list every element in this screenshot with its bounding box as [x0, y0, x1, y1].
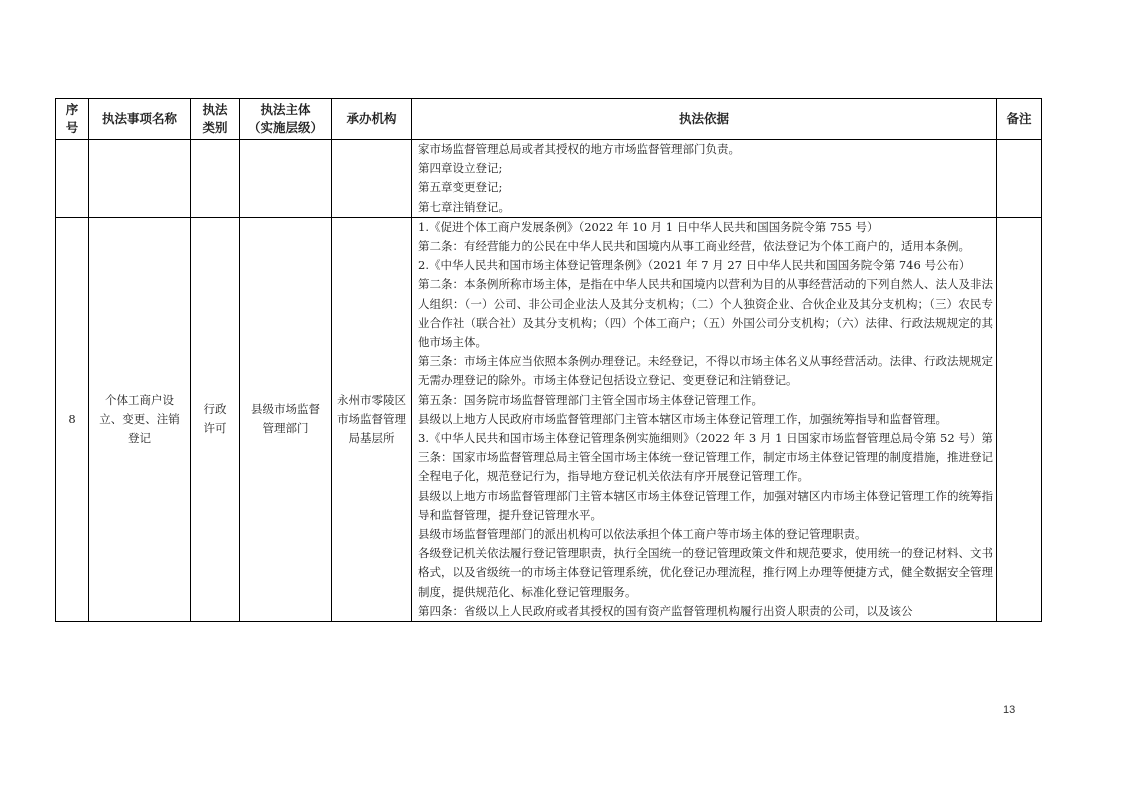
header-seq	[56, 99, 89, 140]
cell-seq	[56, 140, 89, 218]
basis-line: 第五章变更登记;	[418, 180, 503, 195]
cell-subject	[240, 140, 332, 218]
basis-line: 第四章设立登记;	[418, 161, 503, 176]
cell-seq: 8	[56, 217, 89, 621]
basis-line: 各级登记机关依法履行登记管理职责，执行全国统一的登记管理政策文件和规范要求，使用统一的登记材料、文书格式，以及省级统一的市场主体登记管理系统，优化登记办理流程，推行网上办理等便捷方式，健全数据安全管理制度，提供规范化、标准化登记管理服务。	[418, 546, 993, 599]
basis-line: 2.《中华人民共和国市场主体登记管理条例》（2021 年 7 月 27 日中华人民共和国国务院令第 746 号公布）	[418, 258, 971, 273]
cell-remark	[997, 217, 1042, 621]
page-number: 13	[1003, 704, 1016, 716]
cell-remark	[997, 140, 1042, 218]
basis-line: 第二条：有经营能力的公民在中华人民共和国境内从事工商业经营，依法登记为个体工商户的，适用本条例。	[418, 239, 970, 254]
header-category	[191, 99, 240, 140]
basis-line: 第七章注销登记。	[418, 199, 510, 214]
basis-line: 第二条：本条例所称市场主体，是指在中华人民共和国境内以营利为目的从事经营活动的下列自然人、法人及非法人组织：（一）公司、非公司企业法人及其分支机构；（二）个人独资企业、合伙企业及其分支机构；（三）农民专业合作社（联合社）及其分支机构；（四）个体工商户；（五）外国公司分支机构；（六）法律、行政法规规定的其他市场主体。	[418, 277, 993, 350]
table-row	[56, 217, 1042, 621]
cell-item-name: 个体工商户设立、变更、注销登记	[89, 217, 191, 621]
basis-line: 县级以上地方市场监督管理部门主管本辖区市场主体登记管理工作，加强对辖区内市场主体登记管理工作的统筹指导和监督管理，提升登记管理水平。	[418, 488, 993, 522]
header-seq-text: 序 号	[65, 102, 79, 135]
header-item-name: 执法事项名称	[89, 99, 191, 140]
header-basis: 执法依据	[412, 99, 997, 140]
header-category-text: 执法 类别	[202, 102, 228, 135]
cell-agency: 永州市零陵区市场监督管理局基层所	[332, 217, 412, 621]
cell-subject: 县级市场监督管理部门	[240, 217, 332, 621]
cell-agency	[332, 140, 412, 218]
header-subject	[240, 99, 332, 140]
basis-line: 第三条：市场主体应当依照本条例办理登记。未经登记，不得以市场主体名义从事经营活动。法律、行政法规规定无需办理登记的除外。市场主体登记包括设立登记、变更登记和注销登记。	[418, 354, 993, 388]
cell-basis	[412, 140, 997, 218]
cell-category: 行政许可	[191, 217, 240, 621]
table-row	[56, 140, 1042, 218]
header-remark: 备注	[997, 99, 1042, 140]
header-subject-text: 执法主体 （实施层级）	[247, 102, 323, 135]
basis-line: 第四条：省级以上人民政府或者其授权的国有资产监督管理机构履行出资人职责的公司，以及该公	[418, 603, 913, 618]
cell-basis	[412, 217, 997, 621]
enforcement-table	[55, 98, 1042, 622]
header-agency: 承办机构	[332, 99, 412, 140]
basis-line: 家市场监督管理总局或者其授权的地方市场监督管理部门负责。	[418, 142, 740, 156]
basis-line: 1.《促进个体工商户发展条例》（2022 年 10 月 1 日中华人民共和国国务院令第 755 号）	[418, 219, 879, 234]
basis-line: 第五条：国务院市场监督管理部门主管全国市场主体登记管理工作。	[418, 392, 763, 407]
cell-category	[191, 140, 240, 218]
basis-line: 3.《中华人民共和国市场主体登记管理条例实施细则》（2022 年 3 月 1 日国家市场监督管理总局令第 52 号）第三条：国家市场监督管理总局主管全国市场主体统一登记管理工作，制定市场主体登记管理的制度措施，推进登记全程电子化，规范登记行为，指导地方登记机关依法有序开展登记管理工作。	[418, 431, 993, 484]
header-row	[56, 99, 1042, 140]
basis-line: 县级以上地方人民政府市场监督管理部门主管本辖区市场主体登记管理工作，加强统筹指导和监督管理。	[418, 411, 947, 426]
basis-line: 县级市场监督管理部门的派出机构可以依法承担个体工商户等市场主体的登记管理职责。	[418, 527, 867, 542]
cell-item-name	[89, 140, 191, 218]
